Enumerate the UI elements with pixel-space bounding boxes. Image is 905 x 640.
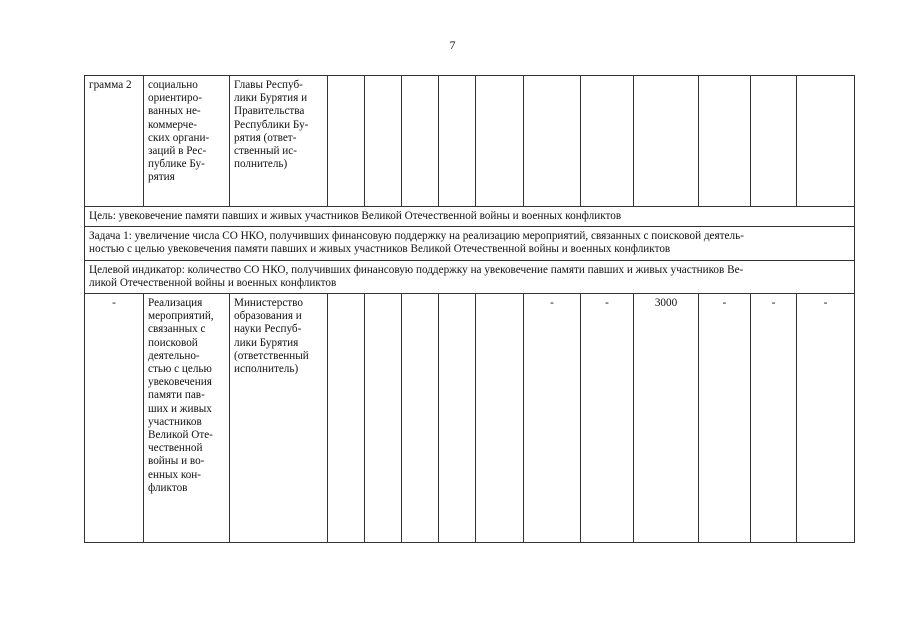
- indicator-cell: Целевой индикатор: количество СО НКО, получивших финансовую поддержку на увековечение памяти павших и живых участников Ве- ликой Отечественной войны и военных конфликтов: [85, 260, 855, 293]
- cell-empty: [524, 76, 581, 207]
- cell-empty: [581, 76, 634, 207]
- cell-value: [476, 294, 524, 543]
- cell-empty: [699, 76, 751, 207]
- cell-value: -: [699, 294, 751, 543]
- cell-empty: [634, 76, 699, 207]
- cell-empty: [476, 76, 524, 207]
- cell-program-name: социально ориентиро- ванных не- коммерче- ских органи- заций в Рес- публике Бу- рятия: [144, 76, 230, 207]
- cell-value: [402, 294, 439, 543]
- cell-empty: [402, 76, 439, 207]
- cell-empty: [439, 76, 476, 207]
- page-number: 7: [449, 38, 456, 52]
- cell-value: [439, 294, 476, 543]
- cell-value: -: [751, 294, 797, 543]
- cell-value: [365, 294, 402, 543]
- cell-program-number: грамма 2: [85, 76, 144, 207]
- goal-cell: Цель: увековечение памяти павших и живых участников Великой Отечественной войны и военных конфликтов: [85, 207, 855, 227]
- table-row-goal: [85, 207, 855, 227]
- cell-empty: [328, 76, 365, 207]
- table-row-task: [85, 227, 855, 260]
- cell-program-executor: Главы Респуб- лики Бурятия и Правительства Республики Бу- рятия (ответ- ственный ис- полнитель): [230, 76, 328, 207]
- program-table: [84, 75, 855, 543]
- cell-empty: [797, 76, 855, 207]
- cell-empty: [365, 76, 402, 207]
- cell-value: -: [524, 294, 581, 543]
- table-row-activity: [85, 294, 855, 543]
- cell-value: 3000: [634, 294, 699, 543]
- table-row-indicator: [85, 260, 855, 293]
- cell-activity-number: -: [85, 294, 144, 543]
- table-row-program: [85, 76, 855, 207]
- task-cell: Задача 1: увеличение числа СО НКО, получивших финансовую поддержку на реализацию мероприятий, связанных с поисковой деятель- ностью с целью увековечения памяти павших и живых участников Великой Отечественной войны и военных конфликтов: [85, 227, 855, 260]
- cell-value: -: [581, 294, 634, 543]
- cell-empty: [751, 76, 797, 207]
- cell-activity-executor: Министерство образования и науки Респуб- лики Бурятия (ответственный исполнитель): [230, 294, 328, 543]
- cell-value: -: [797, 294, 855, 543]
- cell-value: [328, 294, 365, 543]
- cell-activity-name: Реализация мероприятий, связанных с поисковой деятельно- стью с целью увековечения памяти пав- ших и живых участников Великой Оте- чественной войны и во- енных кон- фликтов: [144, 294, 230, 543]
